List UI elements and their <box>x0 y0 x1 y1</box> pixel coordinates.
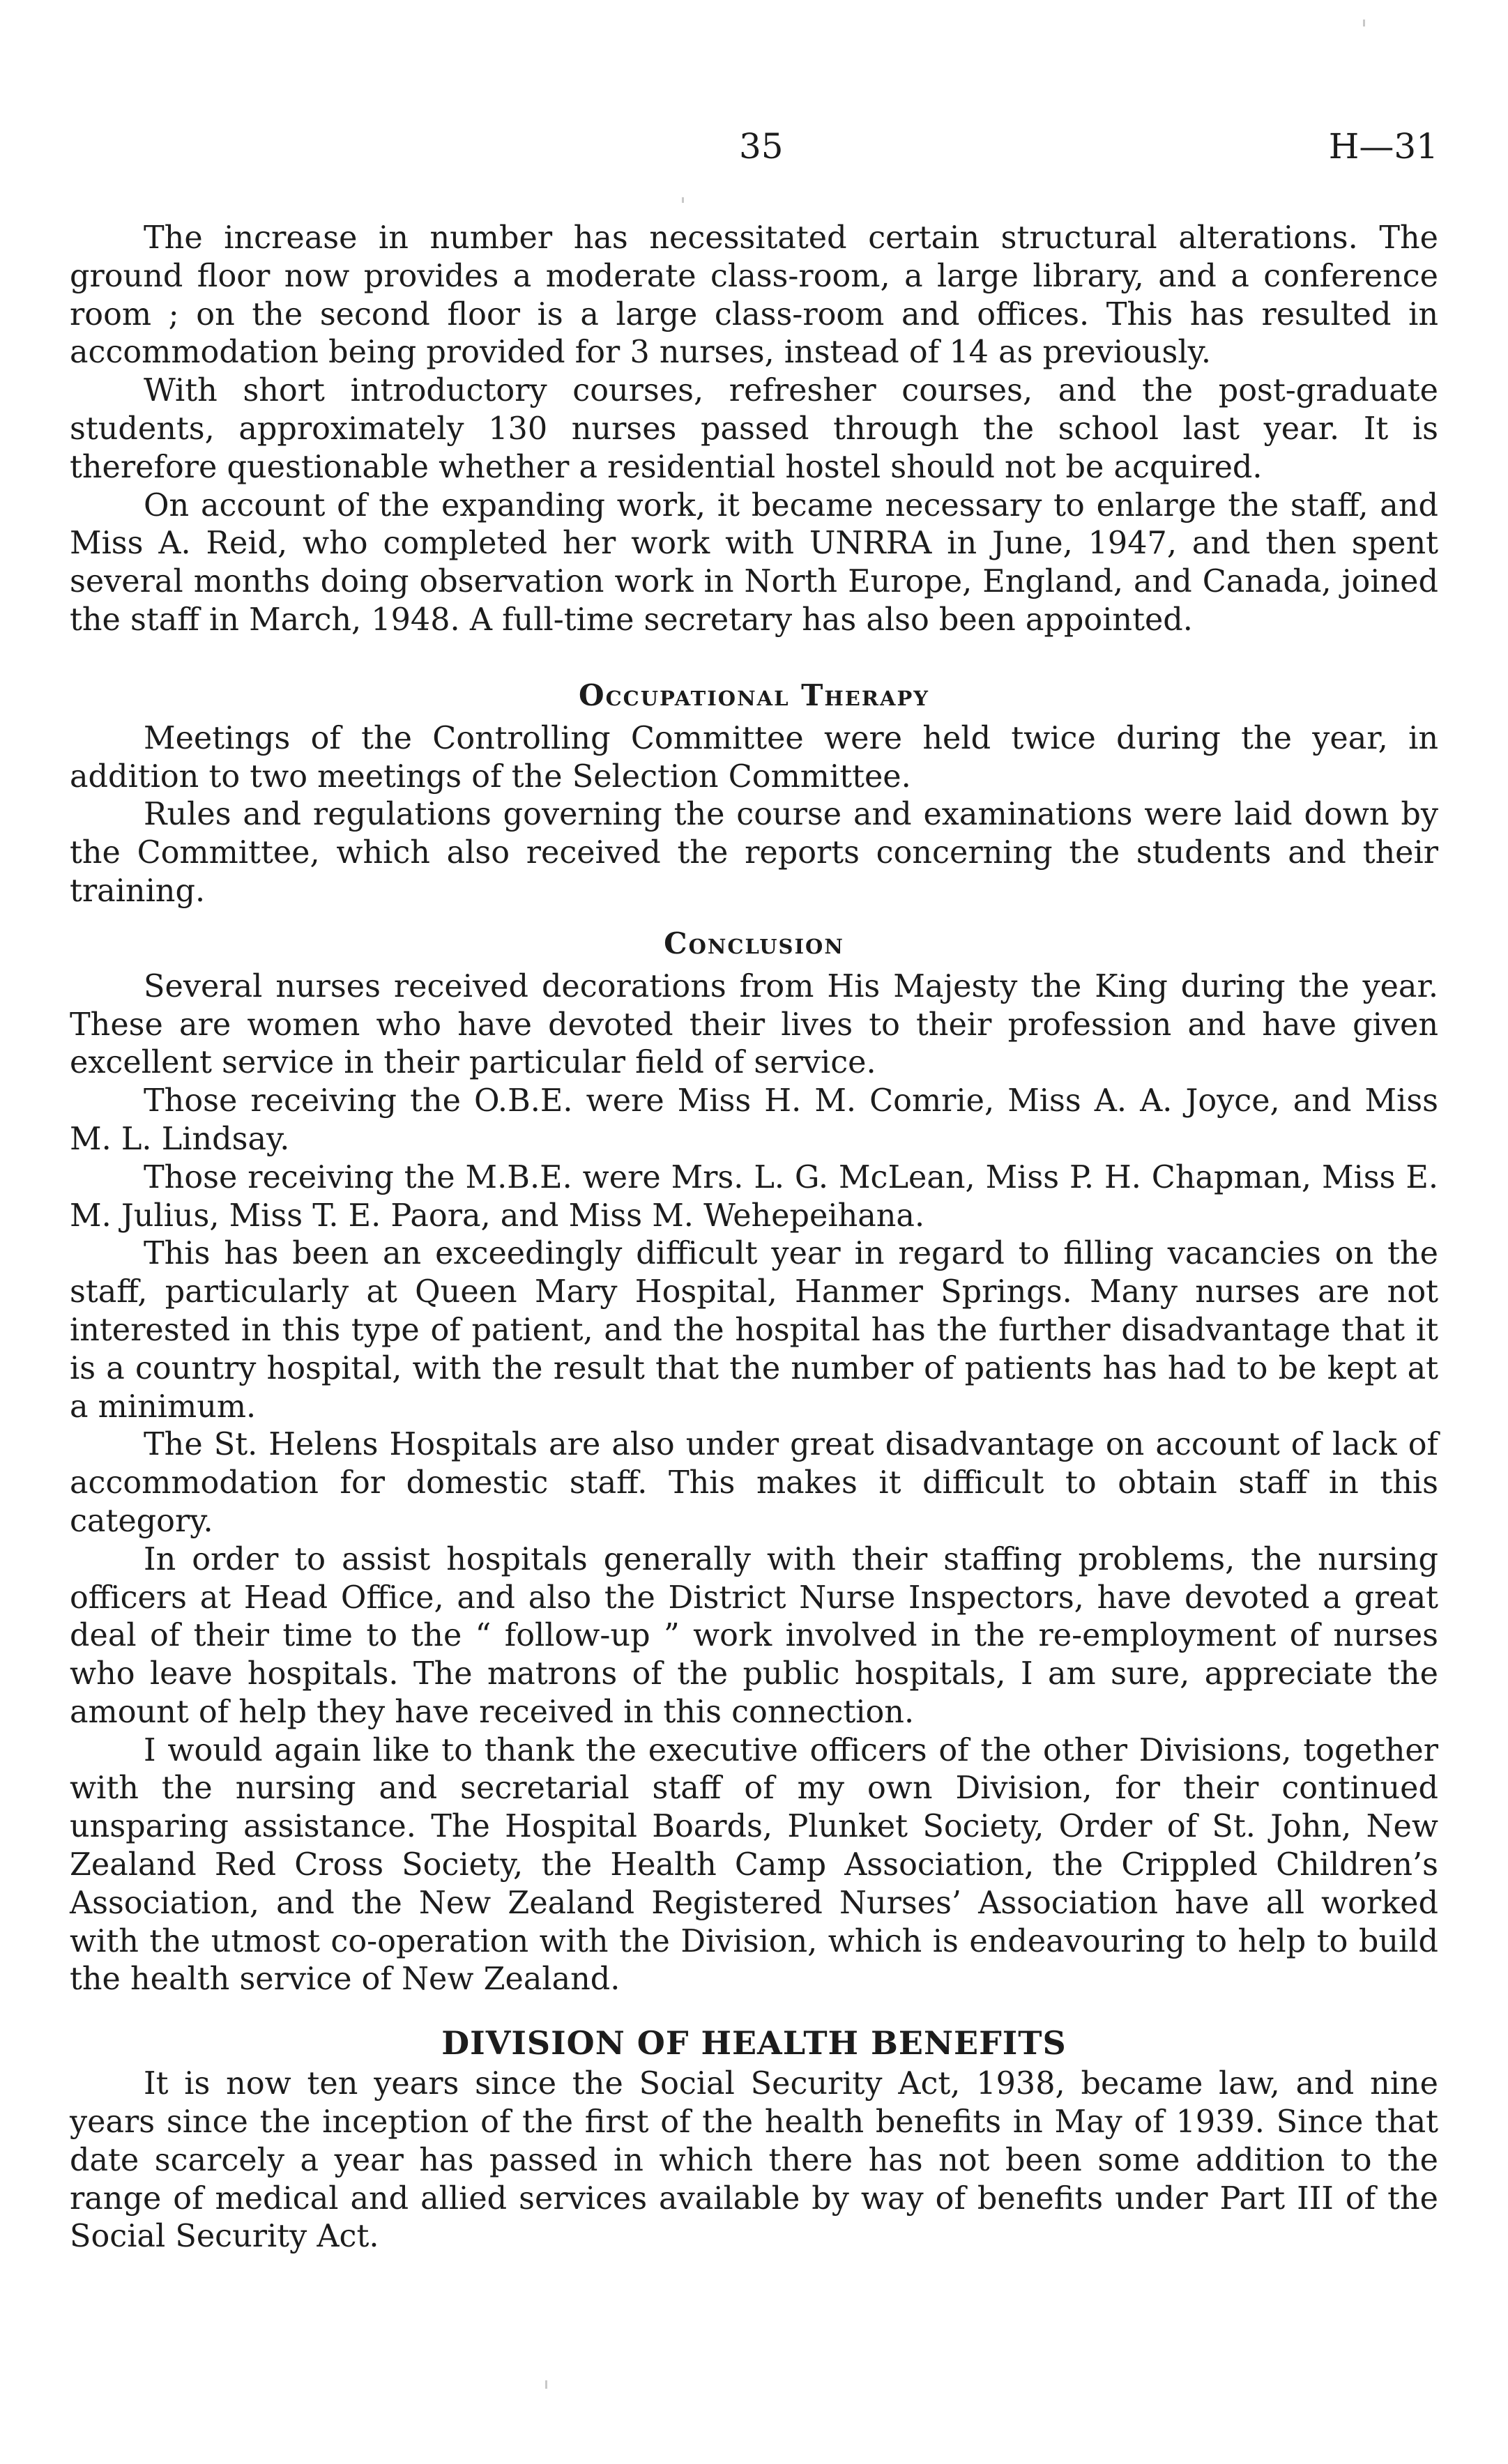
paragraph: Those receiving the O.B.E. were Miss H. M. Comrie, Miss A. A. Joyce, and Miss M. L. Lindsay. <box>70 1083 1438 1157</box>
page-header <box>0 125 1508 167</box>
intro-section <box>70 220 1438 640</box>
paragraph: It is now ten years since the Social Security Act, 1938, became law, and nine years since the inception of the first of the health benefits in May of 1939. Since that date scarcely a year has passed in which there has not been some addition to the range of medical and allied services available by way of benefits under Part III of the Social Security Act. <box>70 2066 1438 2255</box>
scan-mark <box>682 197 684 203</box>
paragraph: Those receiving the M.B.E. were Mrs. L. G. McLean, Miss P. H. Chapman, Miss E. M. Julius, Miss T. E. Paora, and Miss M. Wehepeihana. <box>70 1159 1438 1234</box>
paragraph: With short introductory courses, refresher courses, and the post-graduate students, approximately 130 nurses passed through the school last year. It is therefore questionable whether a residential hostel should not be acquired. <box>70 373 1438 485</box>
scan-mark <box>1363 20 1365 26</box>
scan-mark <box>545 2380 547 2389</box>
paragraph: This has been an exceedingly difficult year in regard to filling vacancies on the staff, particularly at Queen Mary Hospital, Hanmer Springs. Many nurses are not interested in this type of patient, and the hospital has the further disadvantage that it is a country hospital, with the result that the number of patients has had to be kept at a minimum. <box>70 1236 1438 1425</box>
paragraph: Several nurses received decorations from His Majesty the King during the year. These are women who have devoted their lives to their profession and have given excellent service in their particular field of service. <box>70 968 1438 1081</box>
page-number: 35 <box>739 126 784 167</box>
section-heading-occupational-therapy: Occupational Therapy <box>579 678 929 712</box>
body-text <box>70 220 1438 2256</box>
conclusion-section <box>70 925 1438 2000</box>
paragraph: On account of the expanding work, it became necessary to enlarge the staff, and Miss A. Reid, who completed her work with UNRRA in June, 1947, and then spent several months doing observation work in North Europe, England, and Canada, joined the staff in March, 1948. A full-time secretary has also been appointed. <box>70 487 1438 638</box>
paragraph: The St. Helens Hospitals are also under great disadvantage on account of lack of accommodation for domestic staff. This makes it difficult to obtain staff in this category. <box>70 1427 1438 1539</box>
section-heading-division-of-health-benefits: DIVISION OF HEALTH BENEFITS <box>441 2024 1067 2063</box>
paragraph: Rules and regulations governing the course and examinations were laid down by the Committee, which also received the reports concerning the students and their training. <box>70 797 1438 909</box>
document-reference: H—31 <box>1328 126 1438 167</box>
paragraph: I would again like to thank the executive officers of the other Divisions, together with the nursing and secretarial staff of my own Division, for their continued unsparing assistance. The Hospital Boards, Plunket Society, Order of St. John, New Zealand Red Cross Society, the Health Camp Association, the Crippled Children’s Association, and the New Zealand Registered Nurses’ Association have all worked with the utmost co-operation with the Division, which is endeavouring to help to build the health service of New Zealand. <box>70 1732 1438 1998</box>
paragraph: Meetings of the Controlling Committee were held twice during the year, in addition to two meetings of the Selection Committee. <box>70 720 1438 795</box>
paragraph: The increase in number has necessitated certain structural alterations. The ground floor now provides a moderate class-room, a large library, and a conference room ; on the second floor is a large class-room and offices. This has resulted in accommodation being provided for 3 nurses, instead of 14 as previously. <box>70 220 1438 371</box>
occupational-therapy-section <box>70 677 1438 911</box>
health-benefits-section <box>70 2023 1438 2256</box>
paragraph: In order to assist hospitals generally with their staffing problems, the nursing officers at Head Office, and also the District Nurse Inspectors, have devoted a great deal of their time to the “ follow-up ” work involved in the re-employment of nurses who leave hospitals. The matrons of the public hospitals, I am sure, appreciate the amount of help they have received in this connection. <box>70 1541 1438 1730</box>
section-heading-conclusion: Conclusion <box>664 926 844 961</box>
